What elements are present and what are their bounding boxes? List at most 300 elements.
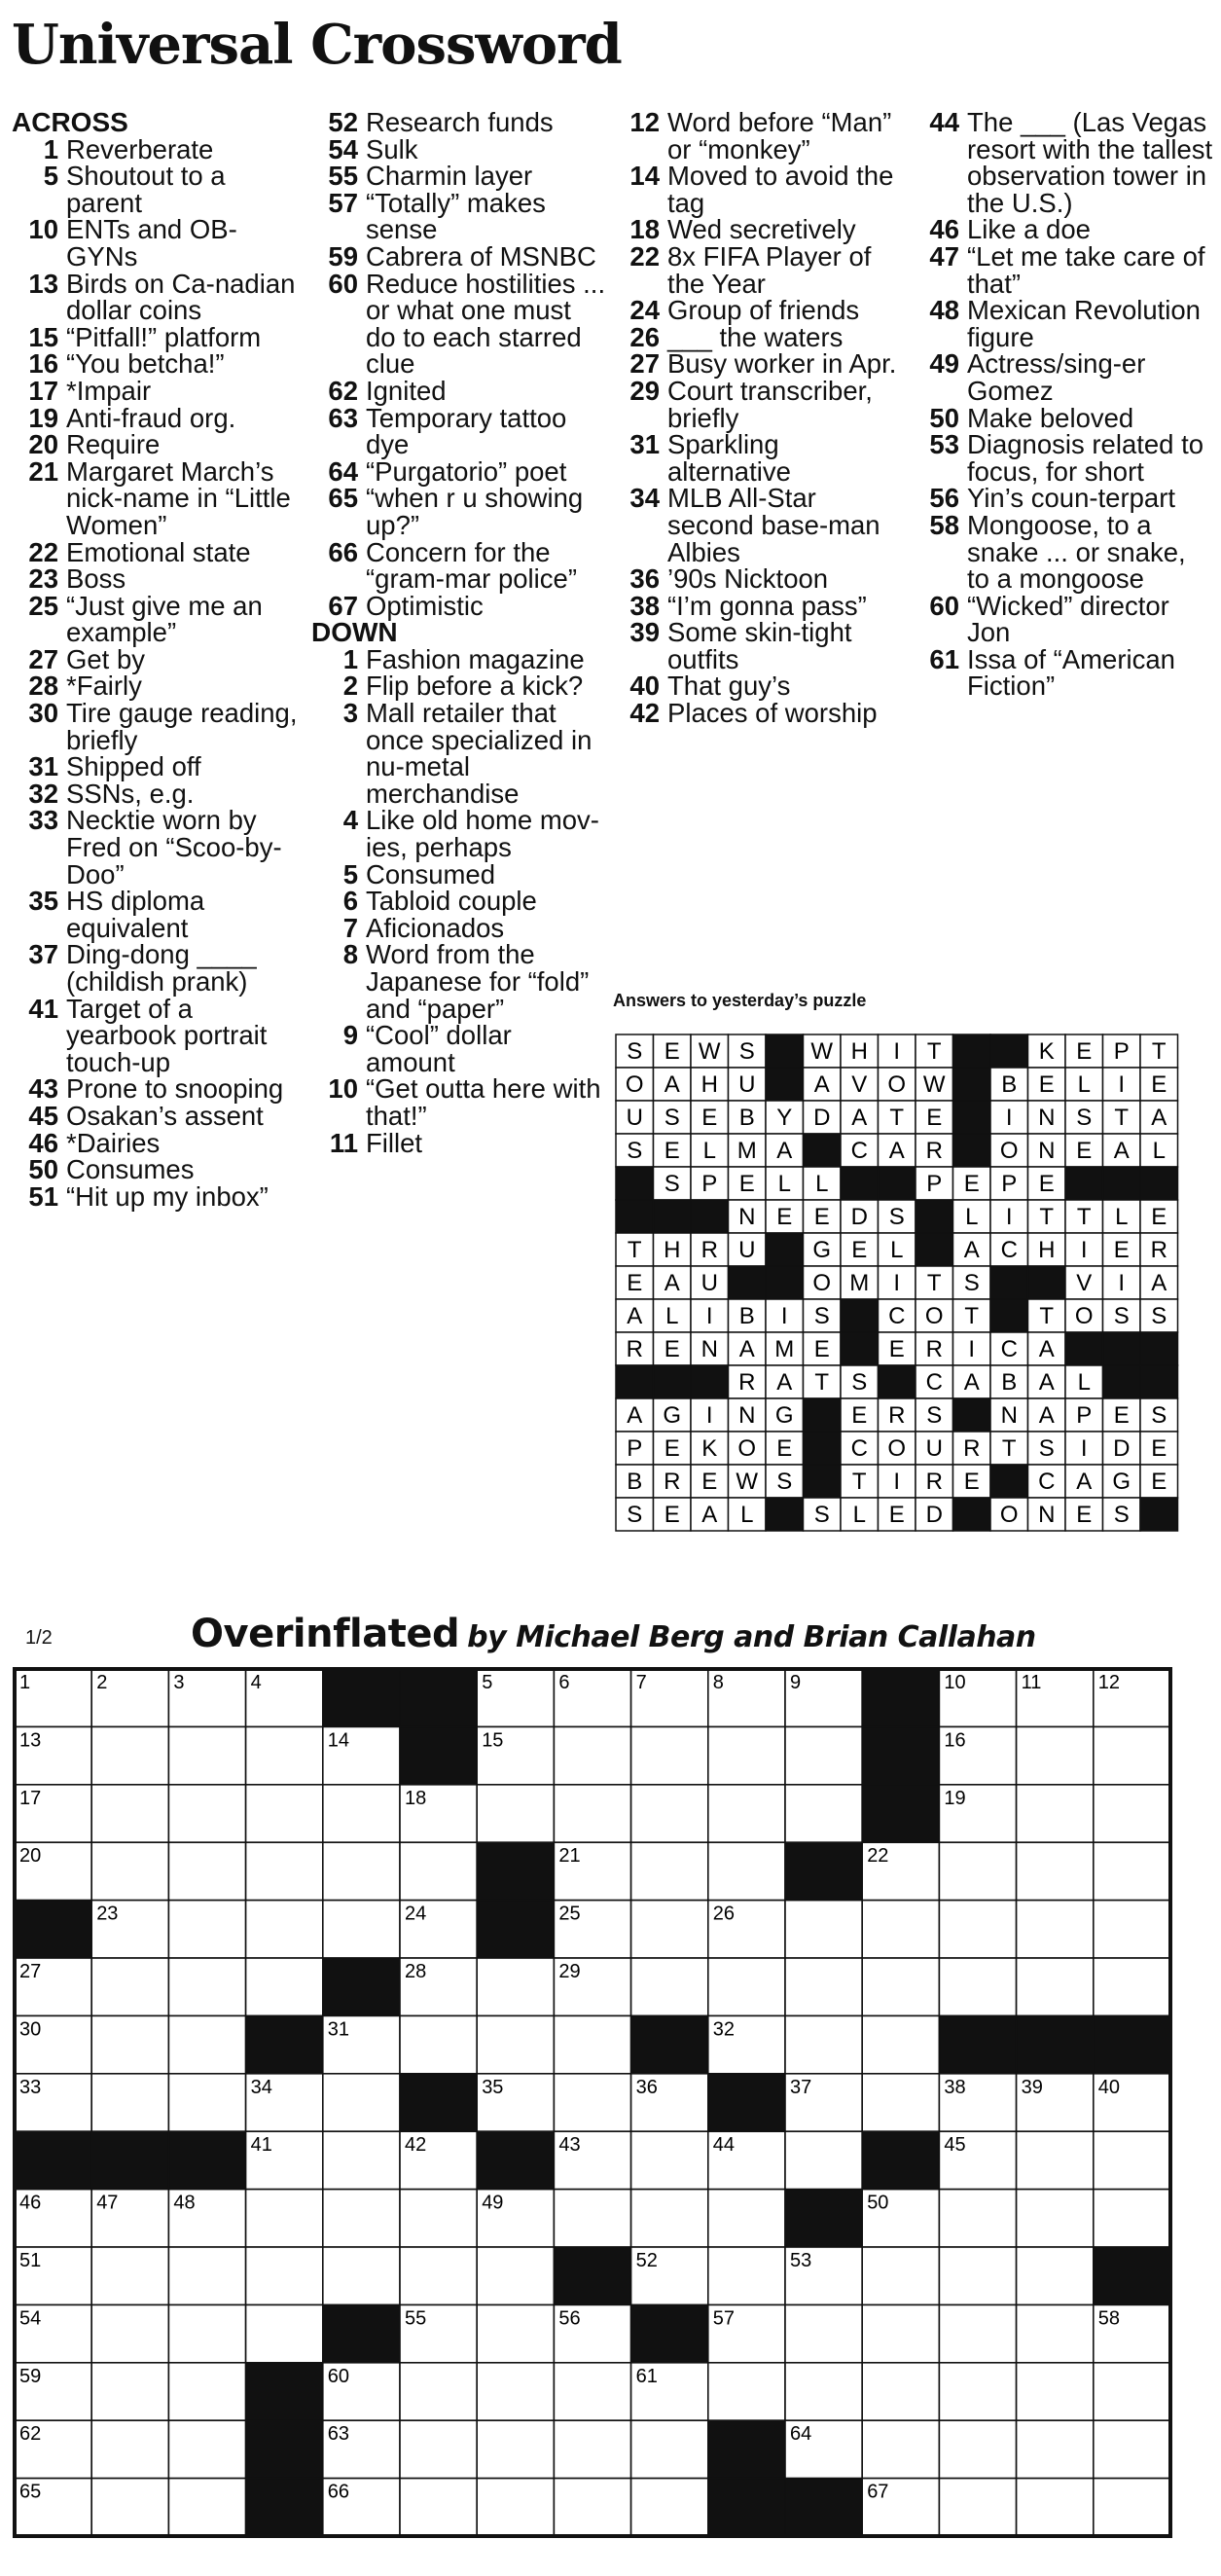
answer-letter: S xyxy=(1076,1105,1093,1132)
answer-letter: E xyxy=(776,1204,793,1231)
answer-letter: O xyxy=(924,1303,944,1330)
answer-letter: A xyxy=(664,1071,680,1099)
grid-cell[interactable] xyxy=(400,2479,477,2536)
clue-text: Wed secretively xyxy=(667,214,856,245)
grid-cell[interactable] xyxy=(168,1726,245,1784)
grid-cell[interactable] xyxy=(785,2304,862,2362)
grid-cell[interactable] xyxy=(631,1842,708,1900)
clue-text: Make beloved xyxy=(967,402,1134,433)
grid-cell[interactable] xyxy=(785,1958,862,2015)
grid-cell[interactable] xyxy=(631,2131,708,2189)
clue-number: 2 xyxy=(342,671,358,702)
grid-cell[interactable] xyxy=(785,1785,862,1842)
crossword-grid[interactable] xyxy=(12,1666,1179,2547)
grid-cell[interactable] xyxy=(323,1901,400,1958)
clue-text: Mongoose, to a snake ... or snake, to a mongoose xyxy=(967,509,1186,595)
grid-cell[interactable] xyxy=(1017,1785,1094,1842)
grid-cell[interactable] xyxy=(246,1842,323,1900)
clue-text: Word from the Japanese for “fold” and “paper” xyxy=(366,939,590,1024)
across-clue xyxy=(311,402,608,460)
down-clue xyxy=(311,941,608,1022)
grid-cell[interactable] xyxy=(323,2247,400,2304)
grid-cell[interactable] xyxy=(91,2247,168,2304)
answer-letter: M xyxy=(736,1138,757,1165)
answers-grid xyxy=(615,1034,1179,1537)
clue-text: MLB All-Star second base-man Albies xyxy=(667,483,880,567)
answer-letter: T xyxy=(926,1038,942,1066)
grid-cell[interactable] xyxy=(168,1901,245,1958)
grid-cell[interactable] xyxy=(785,2015,862,2073)
across-clue xyxy=(12,672,308,700)
grid-cell[interactable] xyxy=(477,2304,554,2362)
answer-letter: O xyxy=(999,1138,1019,1165)
black-square xyxy=(631,2015,708,2073)
clue-text: “when r u showing up?” xyxy=(366,483,584,540)
cell-number: 63 xyxy=(327,2423,350,2446)
black-square xyxy=(708,2074,785,2131)
grid-cell[interactable] xyxy=(708,2363,785,2420)
grid-cell[interactable] xyxy=(1017,1726,1094,1784)
across-clue xyxy=(12,455,308,540)
answer-letter: I xyxy=(1005,1204,1013,1231)
grid-cell[interactable] xyxy=(862,2074,939,2131)
answer-black-square xyxy=(616,1167,654,1200)
grid-cell[interactable] xyxy=(246,2304,323,2362)
grid-cell[interactable] xyxy=(631,1901,708,1958)
grid-cell[interactable] xyxy=(323,2190,400,2247)
clue-text: Diagnosis related to focus, for short xyxy=(967,429,1204,487)
grid-cell[interactable] xyxy=(400,2015,477,2073)
grid-cell[interactable] xyxy=(862,2015,939,2073)
grid-cell[interactable] xyxy=(246,1901,323,1958)
grid-cell[interactable] xyxy=(1017,1958,1094,2015)
answer-letter: W xyxy=(698,1038,721,1066)
grid-cell[interactable] xyxy=(785,2131,862,2189)
grid-cell[interactable] xyxy=(1094,1958,1170,2015)
grid-cell[interactable] xyxy=(323,1842,400,1900)
puzzle-title xyxy=(191,1610,1036,1662)
across-clue xyxy=(12,375,308,406)
answer-black-square xyxy=(1140,1167,1178,1200)
clue-number: 15 xyxy=(28,321,58,352)
clue-number: 3 xyxy=(342,698,358,729)
grid-cell[interactable] xyxy=(168,2074,245,2131)
grid-cell[interactable] xyxy=(939,2363,1016,2420)
answer-letter: I xyxy=(1118,1071,1126,1099)
clue-number: 7 xyxy=(342,912,358,943)
grid-cell[interactable] xyxy=(168,1842,245,1900)
grid-cell[interactable] xyxy=(400,1842,477,1900)
cell-number: 41 xyxy=(250,2134,272,2157)
grid-cell[interactable] xyxy=(554,1726,630,1784)
grid-cell[interactable] xyxy=(400,2247,477,2304)
answer-letter: S xyxy=(1151,1402,1167,1430)
grid-cell[interactable] xyxy=(323,2074,400,2131)
answer-letter: L xyxy=(1115,1204,1129,1231)
clue-number: 19 xyxy=(28,402,58,433)
clue-number: 50 xyxy=(28,1154,58,1185)
grid-cell[interactable] xyxy=(477,2247,554,2304)
across-clue xyxy=(12,590,308,648)
answer-letter: O xyxy=(999,1502,1019,1529)
grid-cell[interactable] xyxy=(708,1726,785,1784)
grid-cell[interactable] xyxy=(631,1726,708,1784)
grid-cell[interactable] xyxy=(1017,1842,1094,1900)
grid-cell[interactable] xyxy=(168,2304,245,2362)
answer-letter: L xyxy=(890,1237,904,1264)
answer-letter: T xyxy=(814,1369,830,1397)
clue-text: Ignited xyxy=(366,375,447,406)
black-square xyxy=(246,2420,323,2478)
down-clue xyxy=(311,1075,608,1129)
answer-black-square xyxy=(1065,1332,1103,1365)
answer-letter: N xyxy=(738,1402,756,1430)
cell-number: 51 xyxy=(19,2250,42,2271)
grid-cell[interactable] xyxy=(631,1785,708,1842)
answer-letter: O xyxy=(737,1435,757,1463)
answer-black-square xyxy=(916,1233,953,1266)
answer-black-square xyxy=(1140,1498,1178,1531)
clue-text: Get by xyxy=(66,643,146,674)
grid-cell[interactable] xyxy=(1094,2420,1170,2478)
answer-letter: I xyxy=(780,1303,788,1330)
answer-letter: E xyxy=(1113,1237,1130,1264)
clue-text: Like a doe xyxy=(967,214,1091,245)
answer-letter: B xyxy=(738,1303,755,1330)
answer-black-square xyxy=(804,1398,842,1432)
answer-letter: U xyxy=(626,1105,643,1132)
grid-cell[interactable] xyxy=(1094,2479,1170,2536)
grid-cell[interactable] xyxy=(477,2420,554,2478)
grid-cell[interactable] xyxy=(631,2190,708,2247)
clue-number: 43 xyxy=(28,1073,58,1105)
answer-letter: R xyxy=(888,1402,906,1430)
grid-cell[interactable] xyxy=(862,1958,939,2015)
answer-letter: E xyxy=(888,1502,905,1529)
answer-letter: S xyxy=(627,1138,643,1165)
answer-letter: H xyxy=(664,1237,681,1264)
grid-cell[interactable] xyxy=(1017,2363,1094,2420)
clue-number: 38 xyxy=(629,590,660,621)
grid-cell[interactable] xyxy=(91,2479,168,2536)
answer-letter: A xyxy=(963,1237,980,1264)
cell-number: 62 xyxy=(19,2423,42,2446)
grid-cell[interactable] xyxy=(785,1901,862,1958)
black-square xyxy=(862,2131,939,2189)
grid-cell[interactable] xyxy=(323,2131,400,2189)
grid-cell[interactable] xyxy=(554,2479,630,2536)
answer-letter: N xyxy=(1038,1502,1056,1529)
grid-cell[interactable] xyxy=(91,2363,168,2420)
clue-text: Ding-dong ____ (childish prank) xyxy=(66,939,257,997)
across-clue xyxy=(12,993,308,1077)
grid-cell[interactable] xyxy=(246,2190,323,2247)
down-clue xyxy=(311,700,608,807)
cell-number: 32 xyxy=(712,2018,736,2041)
down-clue xyxy=(613,297,910,324)
answer-letter: R xyxy=(925,1138,943,1165)
grid-cell[interactable] xyxy=(1094,2190,1170,2247)
down-clue xyxy=(613,485,910,565)
clue-number: 50 xyxy=(929,402,959,433)
answer-letter: A xyxy=(664,1270,680,1297)
grid-cell[interactable] xyxy=(785,2363,862,2420)
answer-letter: U xyxy=(925,1435,943,1463)
answer-letter: S xyxy=(888,1204,905,1231)
down-clue xyxy=(311,672,608,700)
cell-number: 22 xyxy=(867,1845,889,1868)
black-square xyxy=(862,1785,939,1842)
grid-cell[interactable] xyxy=(862,1901,939,1958)
answer-black-square xyxy=(766,1034,804,1068)
grid-cell[interactable] xyxy=(708,1958,785,2015)
clue-number: 59 xyxy=(328,240,358,272)
black-square xyxy=(785,2190,862,2247)
grid-cell[interactable] xyxy=(168,2479,245,2536)
clue-text: *Fairly xyxy=(66,671,142,702)
clue-number: 22 xyxy=(28,536,58,567)
grid-cell[interactable] xyxy=(91,1726,168,1784)
clue-number: 9 xyxy=(342,1020,358,1051)
grid-cell[interactable] xyxy=(1094,1785,1170,1842)
grid-cell[interactable] xyxy=(1017,1901,1094,1958)
black-square xyxy=(631,2304,708,2362)
cell-number: 11 xyxy=(1021,1672,1042,1693)
grid-cell[interactable] xyxy=(708,2190,785,2247)
grid-cell[interactable] xyxy=(91,2074,168,2131)
clue-text: Birds on Ca-nadian dollar coins xyxy=(66,268,296,326)
grid-cell[interactable] xyxy=(168,1785,245,1842)
grid-cell[interactable] xyxy=(554,2190,630,2247)
answer-letter: A xyxy=(1038,1336,1055,1363)
answer-black-square xyxy=(841,1299,879,1332)
clue-text: Necktie worn by Fred on “Scoo-by-Doo” xyxy=(66,805,282,889)
clue-number: 63 xyxy=(328,402,358,433)
grid-cell[interactable] xyxy=(708,2247,785,2304)
grid-cell[interactable] xyxy=(939,2420,1016,2478)
across-clue xyxy=(12,268,308,326)
grid-cell[interactable] xyxy=(168,2363,245,2420)
clue-text: *Impair xyxy=(66,375,152,406)
black-square xyxy=(708,2479,785,2536)
cell-number: 20 xyxy=(19,1845,42,1868)
clue-number: 14 xyxy=(629,161,660,192)
answer-black-square xyxy=(953,1398,991,1432)
grid-cell[interactable] xyxy=(554,2363,630,2420)
grid-cell[interactable] xyxy=(91,1785,168,1842)
across-clue xyxy=(12,565,308,593)
grid-cell[interactable] xyxy=(1094,2363,1170,2420)
cell-number: 16 xyxy=(944,1729,966,1752)
grid-cell[interactable] xyxy=(939,2247,1016,2304)
clue-number: 57 xyxy=(328,187,358,218)
answer-black-square xyxy=(804,1465,842,1498)
grid-cell[interactable] xyxy=(862,2247,939,2304)
grid-cell[interactable] xyxy=(1094,2131,1170,2189)
across-clue xyxy=(12,1127,308,1158)
grid-cell[interactable] xyxy=(1094,1901,1170,1958)
answer-letter: T xyxy=(926,1270,942,1297)
cell-number: 57 xyxy=(712,2307,736,2330)
grid-cell[interactable] xyxy=(246,1726,323,1784)
answer-letter: T xyxy=(964,1303,980,1330)
answer-letter: A xyxy=(963,1369,980,1397)
grid-cell[interactable] xyxy=(1017,2304,1094,2362)
answer-letter: S xyxy=(963,1270,980,1297)
down-clue xyxy=(311,643,608,674)
answer-letter: S xyxy=(1151,1303,1167,1330)
clue-text: Yin’s coun-terpart xyxy=(967,483,1175,514)
answer-letter: E xyxy=(1038,1071,1055,1099)
grid-cell[interactable] xyxy=(862,2420,939,2478)
grid-cell[interactable] xyxy=(91,1842,168,1900)
page-indicator: 1/2 xyxy=(25,1627,53,1649)
answer-letter: K xyxy=(701,1435,718,1463)
grid-cell[interactable] xyxy=(246,1958,323,2015)
grid-cell[interactable] xyxy=(1017,2131,1094,2189)
grid-cell[interactable] xyxy=(400,2363,477,2420)
clue-text: Require xyxy=(66,429,161,460)
grid-cell[interactable] xyxy=(400,2420,477,2478)
answer-letter: G xyxy=(812,1237,832,1264)
grid-cell[interactable] xyxy=(91,2015,168,2073)
grid-cell[interactable] xyxy=(246,2247,323,2304)
grid-cell[interactable] xyxy=(168,1958,245,2015)
grid-cell[interactable] xyxy=(939,2304,1016,2362)
grid-cell[interactable] xyxy=(1017,2247,1094,2304)
clue-text: Fashion magazine xyxy=(366,643,585,674)
clue-text: “Let me take care of that” xyxy=(967,240,1205,299)
clue-number: 28 xyxy=(28,671,58,702)
clue-text: Like old home mov-ies, perhaps xyxy=(366,805,599,863)
answer-letter: S xyxy=(813,1502,830,1529)
cell-number: 1 xyxy=(19,1672,31,1693)
answer-letter: A xyxy=(627,1402,643,1430)
grid-cell[interactable] xyxy=(1017,2479,1094,2536)
answer-letter: D xyxy=(813,1105,831,1132)
grid-cell[interactable] xyxy=(1017,2420,1094,2478)
grid-cell[interactable] xyxy=(785,1726,862,1784)
answer-letter: A xyxy=(1151,1270,1167,1297)
grid-cell[interactable] xyxy=(631,2420,708,2478)
cell-number: 46 xyxy=(19,2192,42,2214)
grid-cell[interactable] xyxy=(554,2420,630,2478)
answer-black-square xyxy=(616,1200,654,1233)
grid-cell[interactable] xyxy=(477,1785,554,1842)
grid-cell[interactable] xyxy=(1094,1726,1170,1784)
answer-letter: E xyxy=(851,1237,868,1264)
grid-cell[interactable] xyxy=(554,2074,630,2131)
grid-cell[interactable] xyxy=(554,1785,630,1842)
answer-letter: U xyxy=(738,1237,756,1264)
down-clue xyxy=(613,109,910,163)
clue-text: ’90s Nicktoon xyxy=(667,563,829,595)
answer-letter: A xyxy=(776,1138,793,1165)
grid-cell[interactable] xyxy=(477,2015,554,2073)
clue-number: 31 xyxy=(629,429,660,460)
grid-cell[interactable] xyxy=(1017,2190,1094,2247)
black-square xyxy=(400,1726,477,1784)
answer-letter: B xyxy=(1001,1071,1018,1099)
grid-cell[interactable] xyxy=(862,2304,939,2362)
answer-letter: E xyxy=(738,1171,755,1198)
clue-text: HS diploma equivalent xyxy=(66,886,205,943)
grid-cell[interactable] xyxy=(246,1785,323,1842)
grid-cell[interactable] xyxy=(939,2479,1016,2536)
clue-text: Cabrera of MSNBC xyxy=(366,240,596,272)
cell-number: 29 xyxy=(558,1961,581,1982)
clue-number: 65 xyxy=(328,483,358,514)
answer-letter: I xyxy=(705,1303,713,1330)
grid-cell[interactable] xyxy=(1094,1842,1170,1900)
grid-cell[interactable] xyxy=(708,1842,785,1900)
grid-cell[interactable] xyxy=(168,2420,245,2478)
clue-number: 39 xyxy=(629,617,660,648)
across-clue xyxy=(311,133,608,164)
grid-cell[interactable] xyxy=(939,1958,1016,2015)
clue-number: 5 xyxy=(43,161,58,192)
grid-cell[interactable] xyxy=(631,2479,708,2536)
across-clue xyxy=(12,163,308,216)
cell-number: 36 xyxy=(635,2076,658,2098)
cell-number: 24 xyxy=(405,1903,427,1925)
clue-text: “Totally” makes sense xyxy=(366,187,546,245)
grid-cell[interactable] xyxy=(168,2247,245,2304)
grid-cell[interactable] xyxy=(939,1842,1016,1900)
across-clue xyxy=(12,888,308,941)
grid-cell[interactable] xyxy=(323,1785,400,1842)
grid-cell[interactable] xyxy=(168,2015,245,2073)
grid-cell[interactable] xyxy=(91,1958,168,2015)
clue-text: Consumes xyxy=(66,1154,195,1185)
answer-black-square xyxy=(729,1266,767,1299)
answer-letter: T xyxy=(1114,1105,1130,1132)
grid-cell[interactable] xyxy=(400,2190,477,2247)
across-clue xyxy=(12,1100,308,1131)
grid-cell[interactable] xyxy=(91,2420,168,2478)
grid-cell[interactable] xyxy=(862,2363,939,2420)
answer-black-square xyxy=(953,1068,991,1101)
answer-black-square xyxy=(1065,1167,1103,1200)
clue-number: 35 xyxy=(28,886,58,917)
grid-cell[interactable] xyxy=(708,1785,785,1842)
grid-cell[interactable] xyxy=(477,2479,554,2536)
clue-column-3 xyxy=(613,109,910,727)
cell-number: 58 xyxy=(1097,2307,1121,2330)
grid-cell[interactable] xyxy=(631,1958,708,2015)
grid-cell[interactable] xyxy=(939,1901,1016,1958)
cell-number: 60 xyxy=(327,2365,350,2387)
across-clue xyxy=(12,536,308,567)
clue-text: “Wicked” director Jon xyxy=(967,590,1169,648)
answer-letter: E xyxy=(1076,1502,1093,1529)
answer-letter: P xyxy=(1113,1038,1130,1066)
grid-cell[interactable] xyxy=(554,2015,630,2073)
grid-cell[interactable] xyxy=(939,2190,1016,2247)
across-clue xyxy=(311,163,608,190)
answer-letter: E xyxy=(813,1336,830,1363)
grid-cell[interactable] xyxy=(477,1958,554,2015)
answer-letter: E xyxy=(664,1336,680,1363)
grid-cell[interactable] xyxy=(477,2363,554,2420)
answer-letter: P xyxy=(1001,1171,1018,1198)
cell-number: 25 xyxy=(558,1903,581,1925)
clue-number: 31 xyxy=(28,751,58,782)
clue-text: Reduce hostilities ... or what one must do to each starred clue xyxy=(366,268,606,380)
answer-black-square xyxy=(953,1498,991,1531)
answer-black-square xyxy=(616,1365,654,1398)
grid-cell[interactable] xyxy=(91,2304,168,2362)
